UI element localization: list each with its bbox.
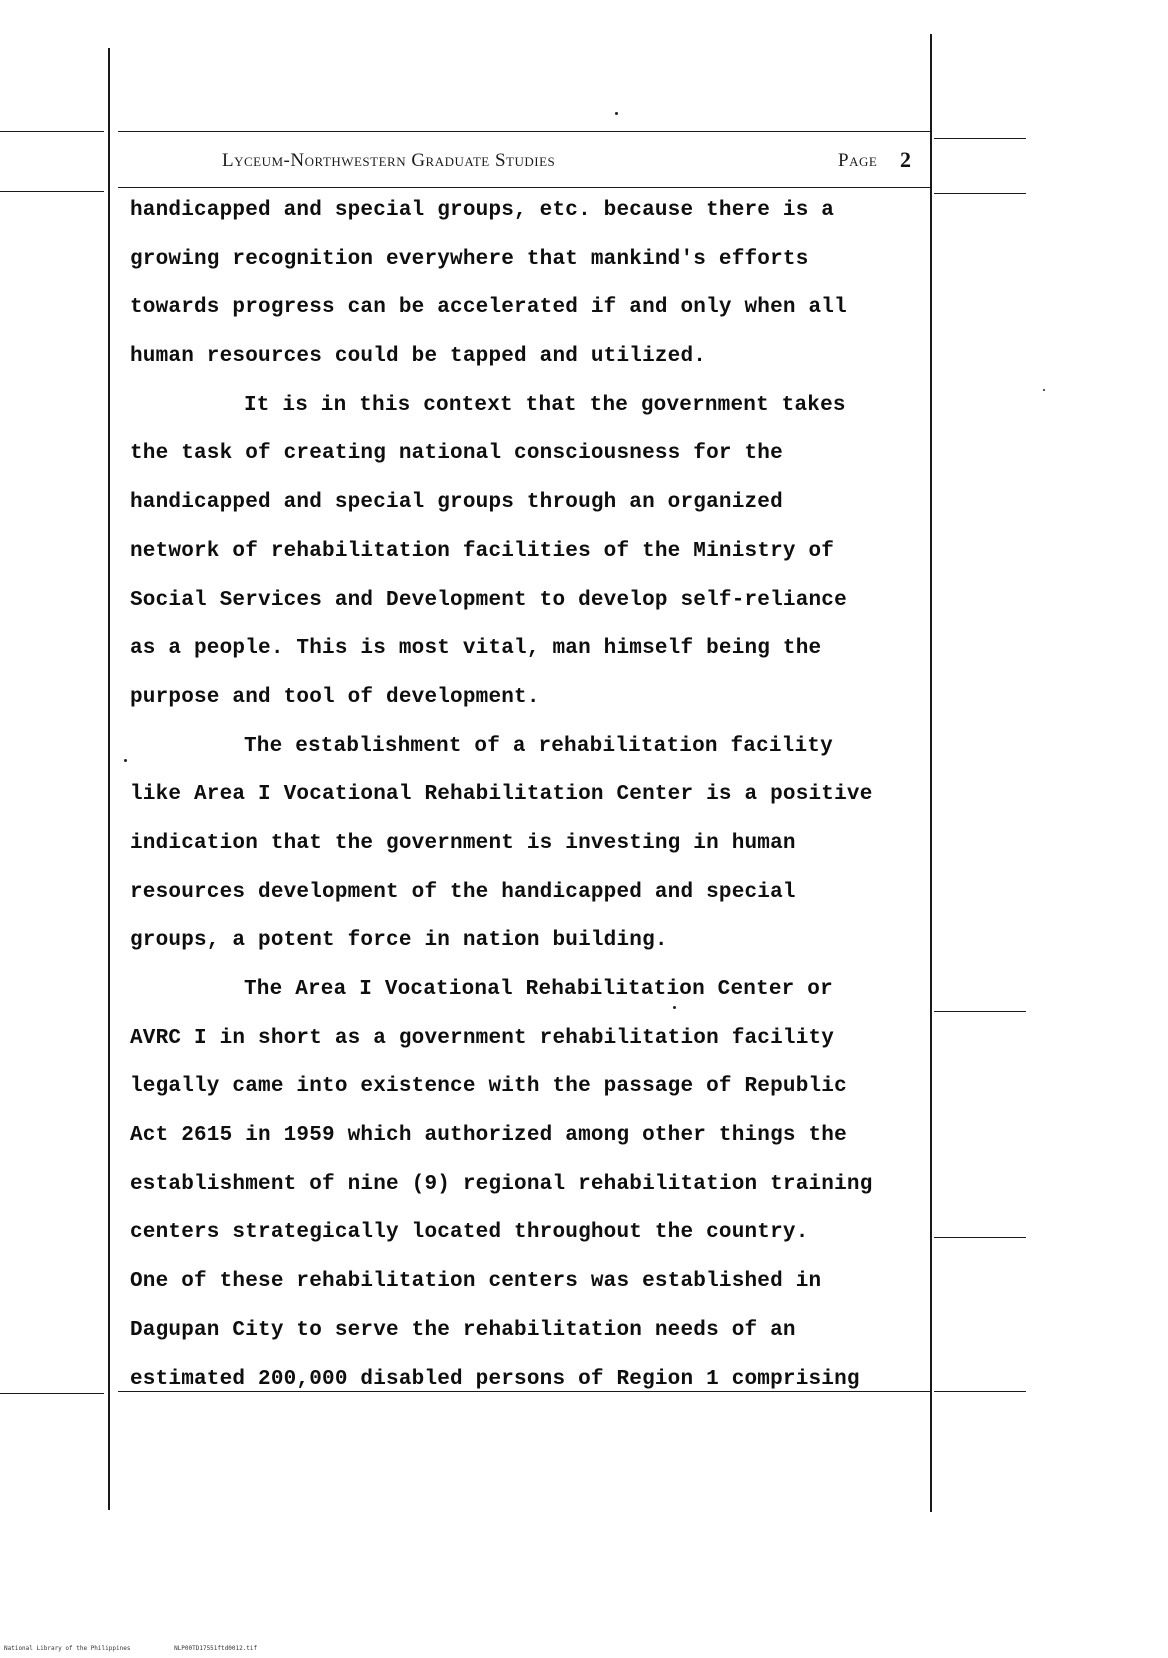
- text-line: growing recognition everywhere that mankind's efforts: [130, 247, 809, 271]
- paragraph-start-line: The establishment of a rehabilitation facility: [244, 734, 833, 758]
- text-line: the task of creating national consciousness for the: [130, 442, 783, 466]
- paragraph-start-line: It is in this context that the government takes: [244, 393, 846, 417]
- text-line: legally came into existence with the passage of Republic: [130, 1075, 847, 1099]
- text-line: centers strategically located throughout the country.: [130, 1221, 809, 1245]
- text-line: purpose and tool of development.: [130, 685, 540, 709]
- right-tick-1: [934, 138, 1026, 139]
- text-line: groups, a potent force in nation building.: [130, 929, 668, 953]
- left-tick-3: [0, 1393, 104, 1394]
- text-line: indication that the government is investing in human: [130, 831, 796, 855]
- footer-library: National Library of the Philippines: [4, 1645, 131, 1652]
- footer-file-id: NLP00TD17551ftd0012.tif: [174, 1645, 258, 1652]
- text-line: handicapped and special groups through an organized: [130, 491, 783, 515]
- header-bottom-rule: [118, 187, 930, 188]
- scan-footer: [4, 1645, 297, 1652]
- paragraph-start-line: The Area I Vocational Rehabilitation Center or: [244, 978, 833, 1001]
- text-line: resources development of the handicapped and special: [130, 880, 796, 904]
- text-line: human resources could be tapped and utilized.: [130, 345, 707, 369]
- text-line: establishment of nine (9) regional rehabilitation training: [130, 1172, 873, 1196]
- text-line: as a people. This is most vital, man himself being the: [130, 637, 822, 661]
- text-line: One of these rehabilitation centers was established in: [130, 1270, 822, 1294]
- scan-speck: [124, 759, 127, 762]
- left-tick-1: [0, 131, 104, 132]
- text-line: handicapped and special groups, etc. because there is a: [130, 199, 835, 222]
- left-margin-rule: [108, 48, 110, 1510]
- header-top-rule: [118, 131, 930, 132]
- text-line: towards progress can be accelerated if and only when all: [130, 296, 847, 320]
- page-label: Page: [838, 150, 878, 171]
- text-line: like Area I Vocational Rehabilitation Center is a positive: [130, 783, 873, 807]
- right-tick-2: [934, 193, 1026, 194]
- running-header: Lyceum-Northwestern Graduate Studies: [222, 150, 556, 171]
- text-line: Social Services and Development to develop self-reliance: [130, 588, 847, 612]
- left-tick-2: [0, 191, 104, 192]
- text-line: AVRC I in short as a government rehabilitation facility: [130, 1026, 835, 1050]
- text-line: estimated 200,000 disabled persons of Region 1 comprising: [130, 1367, 860, 1391]
- text-line: Act 2615 in 1959 which authorized among other things the: [130, 1124, 847, 1148]
- page-number: 2: [900, 147, 911, 172]
- scan-speck: [1043, 389, 1045, 391]
- scan-speck: [615, 112, 618, 115]
- body-text: [130, 196, 950, 1413]
- text-line: network of rehabilitation facilities of the Ministry of: [130, 539, 835, 563]
- text-line: Dagupan City to serve the rehabilitation needs of an: [130, 1318, 796, 1342]
